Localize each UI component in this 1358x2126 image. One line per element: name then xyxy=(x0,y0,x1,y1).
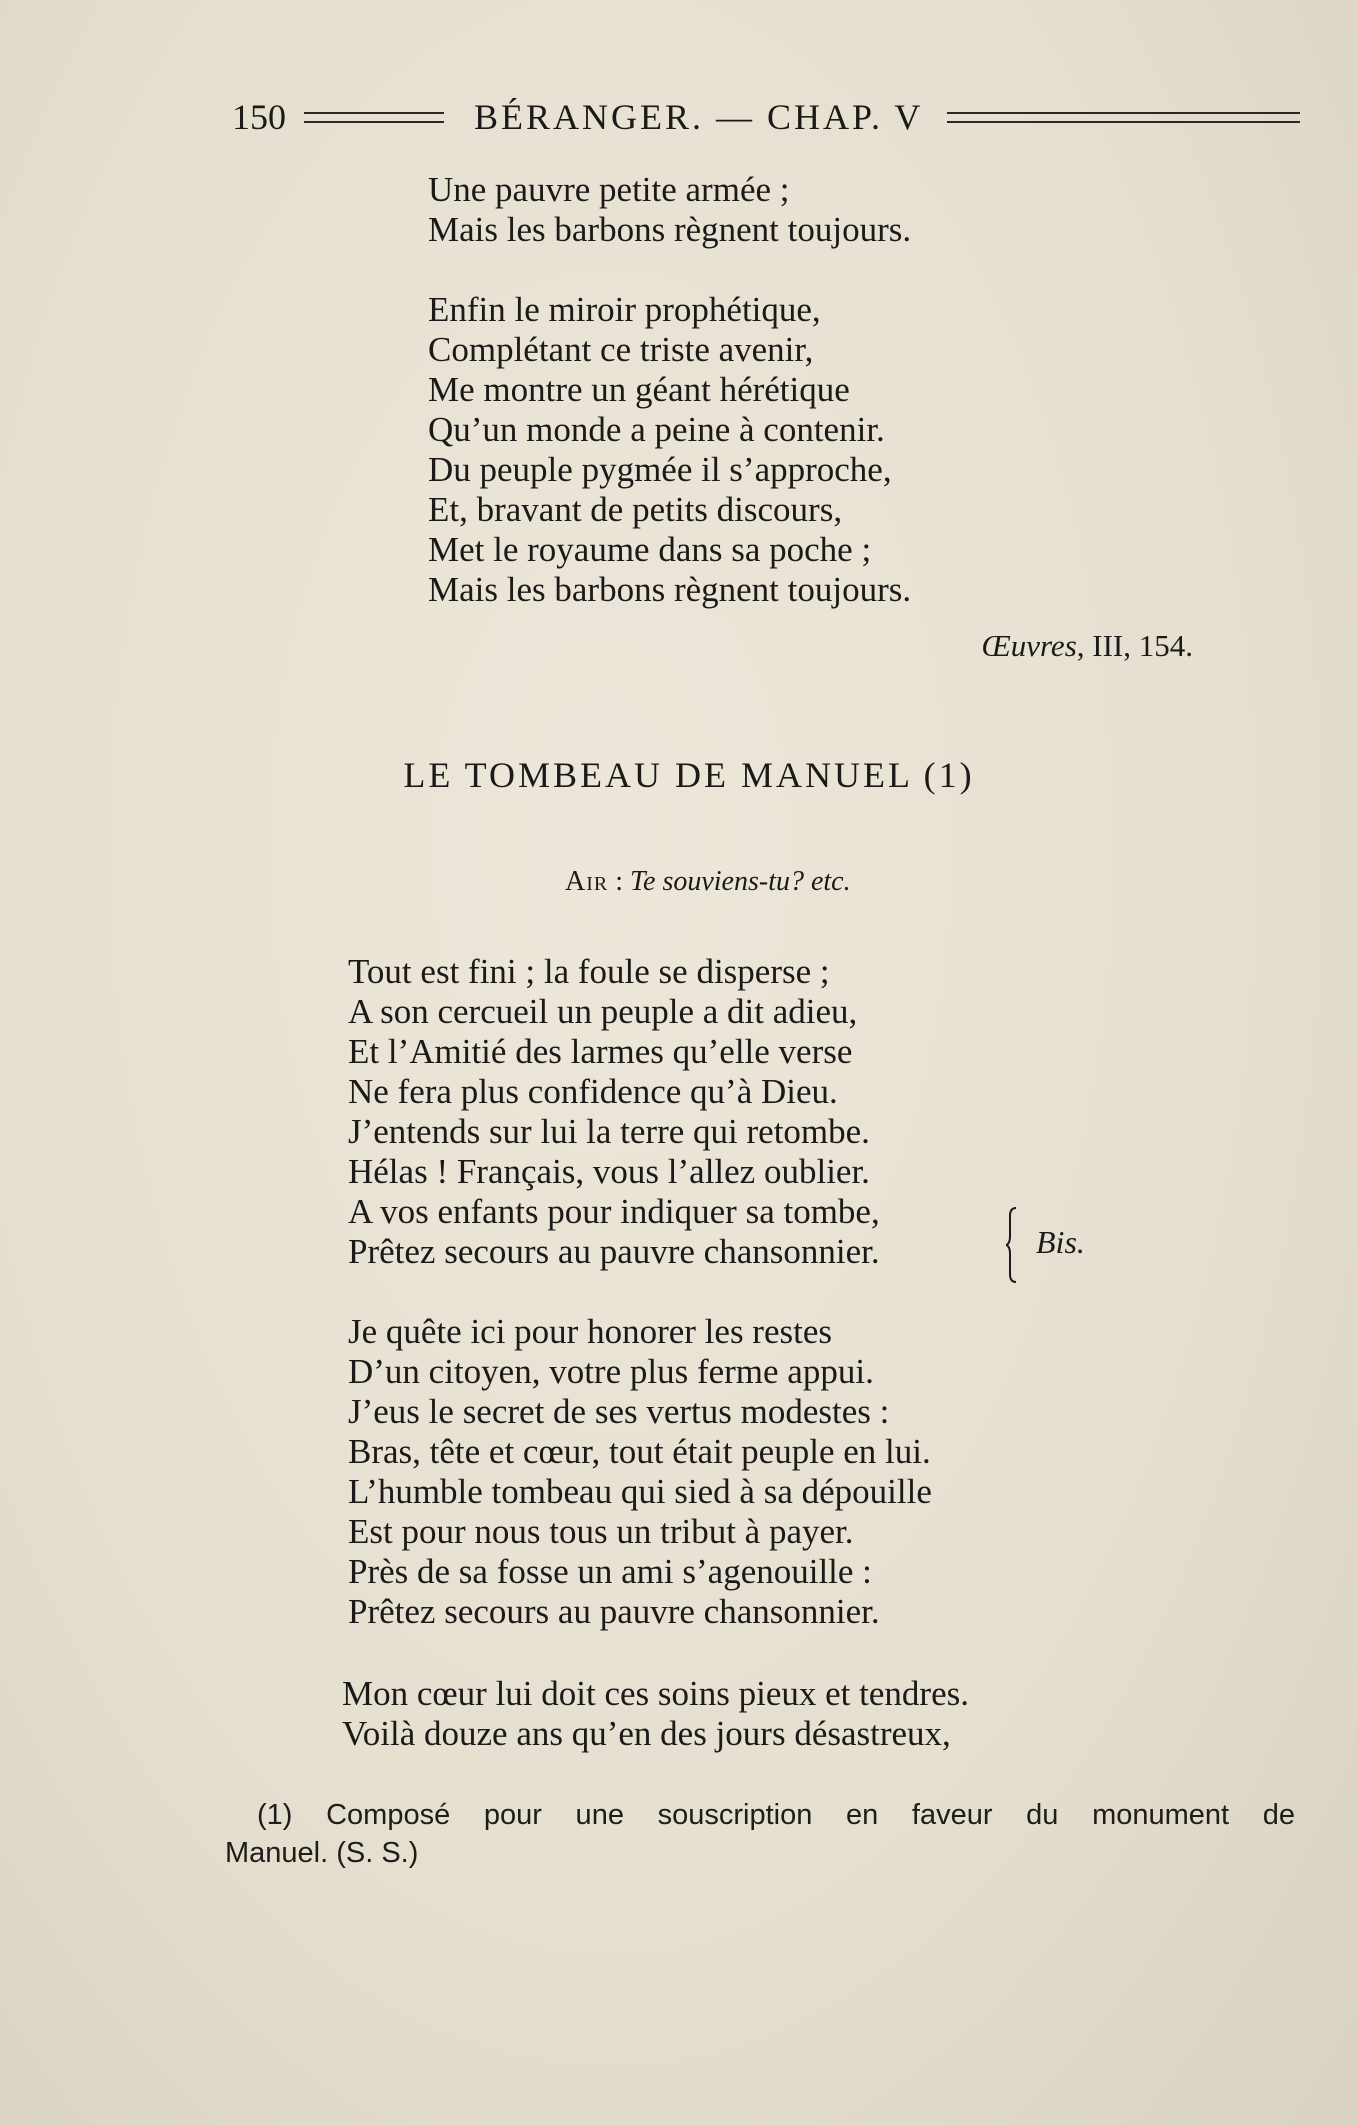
running-header xyxy=(232,92,1300,142)
verse-line: Du peuple pygmée il s’approche, xyxy=(428,450,892,489)
verse-line: Mais les barbons règnent toujours. xyxy=(428,210,912,249)
verse-line: Et l’Amitié des larmes qu’elle verse xyxy=(348,1032,853,1071)
verse-line: Près de sa fosse un ami s’agenouille : xyxy=(348,1552,872,1591)
running-title: BÉRANGER. — CHAP. V xyxy=(474,97,924,137)
header-rule-left xyxy=(304,112,444,123)
verse-line: Ne fera plus confidence qu’à Dieu. xyxy=(348,1072,838,1111)
footnote xyxy=(225,1796,1295,1872)
page-number: 150 xyxy=(232,97,286,137)
stanza-3 xyxy=(342,1674,969,1754)
verse-line: Une pauvre petite armée ; xyxy=(428,170,790,209)
verse-line: Enfin le miroir prophétique, xyxy=(428,290,821,329)
song-title: LE TOMBEAU DE MANUEL (1) xyxy=(403,755,975,795)
verse-line: D’un citoyen, votre plus ferme appui. xyxy=(348,1352,874,1391)
brace-icon xyxy=(1006,1206,1020,1284)
air-tune: Te souviens-tu? etc. xyxy=(630,866,851,897)
verse-line: Bras, tête et cœur, tout était peuple en lui. xyxy=(348,1432,931,1471)
verse-line: Hélas ! Français, vous l’allez oublier. xyxy=(348,1152,870,1191)
bis-label: Bis. xyxy=(1036,1224,1085,1260)
air-line xyxy=(565,866,851,898)
stanza-2 xyxy=(348,1312,932,1632)
verse-line: Et, bravant de petits discours, xyxy=(428,490,843,529)
stanza-b xyxy=(428,290,911,610)
verse-line: J’eus le secret de ses vertus modestes : xyxy=(348,1392,890,1431)
verse-line: Prêtez secours au pauvre chansonnier. xyxy=(348,1592,880,1631)
verse-line: Prêtez secours au pauvre chansonnier. xyxy=(348,1232,880,1271)
verse-line: Complétant ce triste avenir, xyxy=(428,330,814,369)
stanza-a xyxy=(428,170,911,250)
verse-line: A son cercueil un peuple a dit adieu, xyxy=(348,992,858,1031)
verse-line: Mon cœur lui doit ces soins pieux et tendres. xyxy=(342,1674,969,1713)
verse-line: J’entends sur lui la terre qui retombe. xyxy=(348,1112,870,1151)
verse-line: Est pour nous tous un tribut à payer. xyxy=(348,1512,854,1551)
citation-work: Œuvres xyxy=(981,628,1077,663)
citation-ref: , III, 154. xyxy=(1076,628,1193,663)
verse-line: Mais les barbons règnent toujours. xyxy=(428,570,912,609)
citation xyxy=(982,628,1194,664)
verse-line: Je quête ici pour honorer les restes xyxy=(348,1312,833,1351)
verse-line: Tout est fini ; la foule se disperse ; xyxy=(348,952,830,991)
footnote-line: Manuel. (S. S.) xyxy=(225,1837,419,1869)
verse-line: Met le royaume dans sa poche ; xyxy=(428,530,872,569)
air-label: Air xyxy=(565,866,609,897)
air-separator: : xyxy=(608,866,631,897)
footnote-line: (1) Composé pour une souscription en faveur du monument de xyxy=(257,1799,1295,1831)
verse-line: Qu’un monde a peine à contenir. xyxy=(428,410,885,449)
header-rule-right xyxy=(947,112,1300,123)
verse-line: L’humble tombeau qui sied à sa dépouille xyxy=(348,1472,932,1511)
verse-line: Me montre un géant hérétique xyxy=(428,370,850,409)
verse-line: A vos enfants pour indiquer sa tombe, xyxy=(348,1192,880,1231)
stanza-1 xyxy=(348,952,880,1272)
verse-line: Voilà douze ans qu’en des jours désastreux, xyxy=(342,1714,951,1753)
